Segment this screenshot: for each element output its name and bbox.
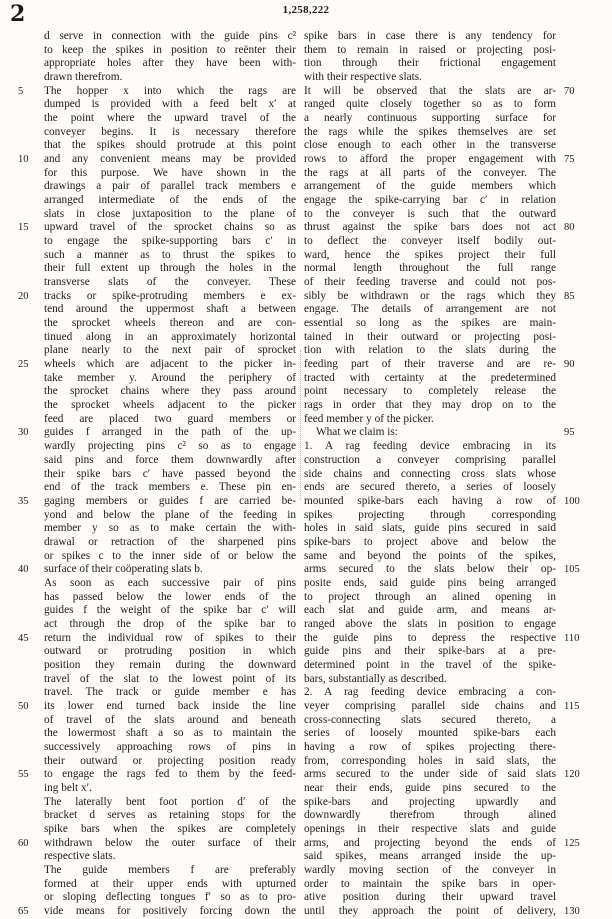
- line-text: the sprocket wheels thereon and are con-: [44, 317, 296, 330]
- text-line: [304, 686, 556, 700]
- line-text: mounted spike-bars each having a row of: [304, 494, 556, 507]
- line-text: until they approach the point of delivery,: [304, 905, 556, 917]
- line-text: spikes projecting through corresponding: [304, 508, 556, 521]
- text-line: [44, 139, 296, 153]
- line-number: 110: [564, 632, 580, 644]
- text-line: [44, 249, 296, 263]
- line-text: transverse slats of the conveyer. These: [44, 276, 296, 289]
- text-line: [304, 208, 556, 222]
- line-number: 100: [564, 495, 580, 507]
- line-text: side chains and connecting cross slats whose: [304, 467, 556, 480]
- line-text: vide means for positively forcing down the: [44, 905, 296, 917]
- line-text: from, corresponding holes in said slats, the: [304, 754, 556, 767]
- line-text: tracted with certainty at the predetermined: [304, 371, 556, 384]
- text-line: [18, 221, 296, 235]
- line-text: thrust against the spike bars does not act: [304, 221, 556, 234]
- line-text: The laterally bent foot portion d′ of the: [44, 795, 296, 808]
- line-text: arranged intermediate of the ends of the: [44, 194, 296, 207]
- line-text: engage. The details of arrangement are not: [304, 303, 556, 316]
- text-line: [44, 782, 296, 796]
- line-text: member y so as to make certain the with-: [44, 522, 296, 535]
- line-text: to engage the rags fed to them by the feed-: [44, 768, 296, 781]
- text-line: [304, 891, 556, 905]
- line-number: 40: [18, 564, 29, 576]
- line-text: close enough to each other in the transverse: [304, 139, 556, 152]
- line-text: openings in their respective slats and guide: [304, 822, 556, 835]
- line-text: each slat and guide arm, and means ar-: [304, 604, 556, 617]
- text-line: [304, 836, 580, 851]
- text-line: [304, 344, 556, 358]
- line-text: bracket d serves as retaining stops for the: [44, 809, 296, 822]
- text-line: [44, 577, 296, 591]
- text-line: [18, 153, 296, 167]
- line-text: dumped is provided with a feed belt x′ at: [44, 98, 296, 111]
- text-line: [44, 57, 296, 71]
- text-line: [304, 494, 580, 509]
- line-text: wardly moving section of the conveyer in: [304, 863, 556, 876]
- line-text: 1. A rag feeding device embracing in its: [304, 440, 556, 453]
- text-line: [18, 426, 296, 440]
- line-text: position they remain during the downward: [44, 658, 296, 671]
- line-text: or sloping deflecting tongues f′ so as to pro-: [44, 891, 296, 904]
- line-text: ative position during their upward travel: [304, 891, 556, 904]
- line-text: respective slats.: [44, 850, 116, 863]
- text-line: [304, 454, 556, 468]
- text-line: [304, 30, 556, 44]
- text-line: [44, 686, 296, 700]
- line-text: wardly projecting pins c² so as to engage: [44, 440, 296, 453]
- line-text: the rags while the spikes themselves are set: [304, 125, 556, 138]
- text-line: [44, 618, 296, 632]
- text-line: [44, 864, 296, 878]
- text-line: [44, 536, 296, 550]
- line-text: normal length throughout the full range: [304, 262, 556, 275]
- line-text: guides f the weight of the spike bar c′ will: [44, 604, 296, 617]
- text-line: [304, 481, 556, 495]
- text-line: [304, 167, 556, 181]
- text-line: [44, 276, 296, 290]
- line-text: such a manner as to thrust the spikes to: [44, 248, 296, 261]
- line-text: their full extent up through the holes in the: [44, 262, 296, 275]
- text-line: [304, 112, 556, 126]
- line-text: to deflect the conveyer itself bodily out-: [304, 235, 556, 248]
- line-text: travel. The track or guide member e has: [44, 686, 296, 699]
- line-text: ranged above the slats in position to engage: [304, 617, 556, 630]
- line-number: 50: [18, 700, 29, 712]
- line-text: to project through an alined opening in: [304, 590, 556, 603]
- line-text: travel of the slat to the lowest point of its: [44, 672, 296, 685]
- text-line: [44, 755, 296, 769]
- text-line: [44, 604, 296, 618]
- line-text: the point where the upward travel of the: [44, 112, 296, 125]
- text-line: [304, 563, 580, 577]
- line-text: arms secured to the slats below their op-: [304, 563, 556, 576]
- text-line: [44, 385, 296, 399]
- line-number: 95: [564, 427, 575, 439]
- text-line: [44, 262, 296, 276]
- text-line: [304, 659, 556, 673]
- line-text: that the spikes should protrude at this point: [44, 139, 296, 152]
- line-text: tracks or spike-protruding members e ex-: [44, 289, 296, 302]
- text-line: [44, 30, 296, 44]
- line-text: The guide members f are preferably: [44, 863, 296, 876]
- text-line: [304, 84, 575, 99]
- text-line: [304, 741, 556, 755]
- line-text: a nearly continuous supporting surface for: [304, 112, 556, 125]
- text-line: [44, 878, 296, 892]
- line-text: their spike bars c′ have passed beyond the: [44, 467, 296, 480]
- text-line: [304, 426, 575, 440]
- text-line: [18, 84, 296, 99]
- line-text: veyer comprising parallel side chains and: [304, 699, 556, 712]
- text-line: [304, 235, 556, 249]
- line-number: 85: [564, 290, 575, 302]
- line-text: tend around the uppermost shaft a between: [44, 303, 296, 316]
- text-line: [304, 864, 556, 878]
- line-text: ing belt x′.: [44, 781, 92, 794]
- line-number: 5: [18, 85, 24, 97]
- text-line: [44, 440, 296, 454]
- text-line: [18, 836, 296, 851]
- text-line: [44, 741, 296, 755]
- text-line: [304, 823, 556, 837]
- text-line: [304, 714, 556, 728]
- line-text: their outward or projecting position ready: [44, 754, 296, 767]
- line-text: drawal or retraction of the sharpened pins: [44, 535, 296, 548]
- line-text: for this purpose. We have shown in the: [44, 166, 296, 179]
- line-text: of their feeding traverse and could not pos-: [304, 276, 556, 289]
- line-number: 55: [18, 769, 29, 781]
- text-line: [304, 372, 556, 386]
- patent-number: 1,258,222: [282, 4, 330, 16]
- line-number: 60: [18, 837, 29, 849]
- text-line: [44, 208, 296, 222]
- text-line: [44, 673, 296, 687]
- line-text: withdrawn below the outer surface of their: [44, 836, 296, 849]
- text-line: [304, 440, 556, 454]
- line-text: its lower end turned back inside the line: [44, 699, 296, 712]
- line-text: formed at their upper ends with upturned: [44, 877, 296, 890]
- text-line: [304, 577, 556, 591]
- line-number: 70: [564, 85, 575, 97]
- text-line: [304, 536, 556, 550]
- text-line: [44, 331, 296, 345]
- text-line: [304, 262, 556, 276]
- line-text: feed are placed two guard members or: [44, 412, 296, 425]
- text-line: [44, 372, 296, 386]
- line-text: tinued along in an approximately horizontal: [44, 330, 296, 343]
- text-line: [44, 180, 296, 194]
- text-line: [44, 194, 296, 208]
- line-text: successively approaching rows of pins in: [44, 740, 296, 753]
- line-number: 80: [564, 222, 575, 234]
- line-text: said spikes, means arranged inside the up-: [304, 850, 556, 863]
- line-text: rags in order that they may drop on to the: [304, 399, 556, 412]
- text-line: [44, 509, 296, 523]
- line-text: 2. A rag feeding device embracing a con-: [304, 686, 556, 699]
- line-text: the lowermost shaft a so as to maintain the: [44, 727, 296, 740]
- text-line: [44, 481, 296, 495]
- line-text: construction a conveyer comprising parallel: [304, 453, 556, 466]
- line-text: having a row of spikes projecting there-: [304, 740, 556, 753]
- line-text: to the conveyer is such that the outward: [304, 207, 556, 220]
- text-line: [44, 399, 296, 413]
- text-line: [304, 289, 575, 304]
- line-text: spike bars in case there is any tendency for: [304, 30, 556, 42]
- line-number: 75: [564, 154, 575, 166]
- text-line: [18, 494, 296, 509]
- text-line: [304, 604, 556, 618]
- text-line: [18, 289, 296, 304]
- text-line: [44, 413, 296, 427]
- line-number: 90: [564, 359, 575, 371]
- line-number: 10: [18, 154, 29, 166]
- text-line: [304, 249, 556, 263]
- line-text: plane nearly to the next pair of sprocket: [44, 344, 296, 357]
- text-line: [304, 755, 556, 769]
- text-line: [304, 727, 556, 741]
- line-text: appropriate holes after they have been with-: [44, 57, 296, 70]
- text-line: [44, 550, 296, 564]
- text-line: [44, 71, 296, 85]
- text-line: [304, 303, 556, 317]
- text-line: [44, 823, 296, 837]
- line-number: 125: [564, 837, 580, 849]
- line-text: determined point in the travel of the spike-: [304, 658, 556, 671]
- text-line: [304, 221, 575, 235]
- line-text: ward, hence the spikes project their full: [304, 248, 556, 261]
- text-line: [18, 358, 296, 372]
- text-line: [304, 509, 556, 523]
- line-number: 65: [18, 906, 29, 917]
- line-text: slats in close juxtaposition to the plane of: [44, 207, 296, 220]
- line-text: sibly be withdrawn or the rags which they: [304, 289, 556, 302]
- text-line: [304, 385, 556, 399]
- text-line: [44, 126, 296, 140]
- line-text: feed member y of the picker.: [304, 412, 434, 425]
- text-line: [304, 399, 556, 413]
- line-text: It will be observed that the slats are ar-: [304, 84, 556, 97]
- text-line: [304, 317, 556, 331]
- text-line: [44, 344, 296, 358]
- line-number: 30: [18, 427, 29, 439]
- line-text: return the individual row of spikes to their: [44, 631, 296, 644]
- line-text: bars, substantially as described.: [304, 672, 447, 685]
- line-text: The hopper x into which the rags are: [44, 84, 296, 97]
- text-line: [18, 631, 296, 646]
- line-text: spike-bars to project above and below the: [304, 535, 556, 548]
- line-text: surface of their coöperating slats b.: [44, 563, 203, 576]
- text-line: [304, 98, 556, 112]
- line-text: the sprocket chains where they pass around: [44, 385, 296, 398]
- text-line: [44, 454, 296, 468]
- page-number: 2: [10, 1, 26, 27]
- line-text: feeding part of their traverse and are re-: [304, 358, 556, 371]
- text-line: [44, 714, 296, 728]
- text-line: [304, 331, 556, 345]
- text-line: [304, 796, 556, 810]
- line-number: 35: [18, 495, 29, 507]
- line-text: rows to afford the proper engagement with: [304, 153, 556, 166]
- text-line: [44, 303, 296, 317]
- text-line: [44, 659, 296, 673]
- text-line: [304, 413, 556, 427]
- line-text: outward or protruding position in which: [44, 645, 296, 658]
- text-line: [304, 878, 556, 892]
- text-line: [304, 850, 556, 864]
- line-text: order to maintain the spike bars in oper-: [304, 877, 556, 890]
- line-text: drawings a pair of parallel track members e: [44, 180, 296, 193]
- line-text: same and beyond the points of the spikes,: [304, 549, 556, 562]
- line-number: 20: [18, 290, 29, 302]
- text-line: [44, 727, 296, 741]
- line-text: end of the track members e. These pin en-: [44, 481, 296, 494]
- text-line: [18, 768, 296, 782]
- line-text: drawn therefrom.: [44, 71, 123, 84]
- text-line: [304, 358, 575, 372]
- line-text: the guide pins to depress the respective: [304, 631, 556, 644]
- text-line: [44, 850, 296, 864]
- text-line: [304, 645, 556, 659]
- text-line: [44, 522, 296, 536]
- text-line: [304, 180, 556, 194]
- line-text: the sprocket wheels adjacent to the picker: [44, 399, 296, 412]
- text-line: [44, 317, 296, 331]
- line-text: spike bars when the spikes are completely: [44, 822, 296, 835]
- text-line: [44, 235, 296, 249]
- text-line: [304, 618, 556, 632]
- text-line: [304, 57, 556, 71]
- text-line: [44, 112, 296, 126]
- line-text: to keep the spikes in position to reënter their: [44, 43, 296, 56]
- line-text: arms secured to the under side of said slats: [304, 768, 556, 781]
- line-number: 120: [564, 769, 580, 781]
- line-text: guides f arranged in the path of the up-: [44, 426, 296, 439]
- text-line: [44, 98, 296, 112]
- text-line: [304, 550, 556, 564]
- line-text: downwardly therefrom through alined: [304, 809, 556, 822]
- text-line: [44, 809, 296, 823]
- line-number: 130: [564, 906, 580, 917]
- text-line: [304, 153, 575, 167]
- text-line: [304, 468, 556, 482]
- line-text: essential so long as the spikes are main-: [304, 317, 556, 330]
- line-text: gaging members or guides f are carried be-: [44, 494, 296, 507]
- line-text: tion through their frictional engagement: [304, 57, 556, 70]
- line-text: or spikes c to the inner side of or below the: [44, 549, 296, 562]
- line-text: arrangement of the guide members which: [304, 180, 556, 193]
- text-line: [18, 563, 296, 577]
- line-text: and any convenient means may be provided: [44, 153, 296, 166]
- text-line: [44, 591, 296, 605]
- text-line: [304, 276, 556, 290]
- text-line: [44, 468, 296, 482]
- line-text: tion with relation to the slats during the: [304, 344, 556, 357]
- text-line: [304, 194, 556, 208]
- right-text-column: [304, 30, 580, 919]
- line-text: engage the spike-carrying bar c′ in relation: [304, 194, 556, 207]
- line-text: As soon as each successive pair of pins: [44, 576, 296, 589]
- line-number: 15: [18, 222, 29, 234]
- line-text: ranged quite closely together so as to form: [304, 98, 556, 111]
- text-line: [304, 768, 580, 782]
- line-text: tained in their outward or projecting posi-: [304, 330, 556, 343]
- line-text: to engage the spike-supporting bars c′ in: [44, 235, 296, 248]
- text-line: [304, 522, 556, 536]
- left-text-column: [18, 30, 296, 919]
- line-text: holes in said slats, guide pins secured in said: [304, 522, 556, 535]
- line-text: of travel of the slats around and beneath: [44, 713, 296, 726]
- line-text: point necessary to completely release the: [304, 385, 556, 398]
- line-text: arms, and projecting beyond the ends of: [304, 836, 556, 849]
- line-text: spike-bars and projecting upwardly and: [304, 795, 556, 808]
- text-line: [304, 44, 556, 58]
- line-text: has passed below the lower ends of the: [44, 590, 296, 603]
- text-line: [304, 126, 556, 140]
- text-line: [44, 796, 296, 810]
- text-line: [18, 699, 296, 714]
- line-text: wheels which are adjacent to the picker in-: [44, 358, 296, 371]
- text-line: [304, 809, 556, 823]
- line-text: act through the drop of the spike bar to: [44, 617, 296, 630]
- line-text: the rags at all parts of the conveyer. The: [304, 166, 556, 179]
- column-divider: [300, 350, 302, 500]
- line-text: yond and below the plane of the feeding in: [44, 508, 296, 521]
- line-text: upward travel of the sprocket chains so as: [44, 221, 296, 234]
- text-line: [304, 782, 556, 796]
- line-text: said pins and force them downwardly after: [44, 453, 296, 466]
- text-line: [304, 591, 556, 605]
- text-line: [44, 891, 296, 905]
- text-line: [304, 673, 556, 687]
- text-line: [44, 44, 296, 58]
- line-text: What we claim is:: [316, 426, 398, 439]
- text-line: [304, 631, 580, 646]
- line-text: d serve in connection with the guide pins c²: [44, 30, 296, 42]
- line-text: cross-connecting slats secured thereto, a: [304, 713, 556, 726]
- text-line: [44, 167, 296, 181]
- line-text: guide pins and their spike-bars at a pre-: [304, 645, 556, 658]
- line-text: posite ends, said guide pins being arranged: [304, 576, 556, 589]
- line-text: ends are secured thereto, a series of loosely: [304, 481, 556, 494]
- line-number: 105: [564, 564, 580, 576]
- text-line: [304, 139, 556, 153]
- line-text: take member y. Around the periphery of: [44, 371, 296, 384]
- line-text: conveyer begins. It is necessary therefore: [44, 125, 296, 138]
- text-line: [44, 645, 296, 659]
- text-line: [304, 699, 580, 714]
- line-text: series of loosely mounted spike-bars each: [304, 727, 556, 740]
- line-text: them to remain in raised or projecting posi-: [304, 43, 556, 56]
- line-number: 25: [18, 359, 29, 371]
- line-text: near their ends, guide pins secured to the: [304, 781, 556, 794]
- text-line: [304, 71, 556, 85]
- line-number: 45: [18, 632, 29, 644]
- line-text: with their respective slats.: [304, 71, 422, 84]
- line-number: 115: [564, 700, 580, 712]
